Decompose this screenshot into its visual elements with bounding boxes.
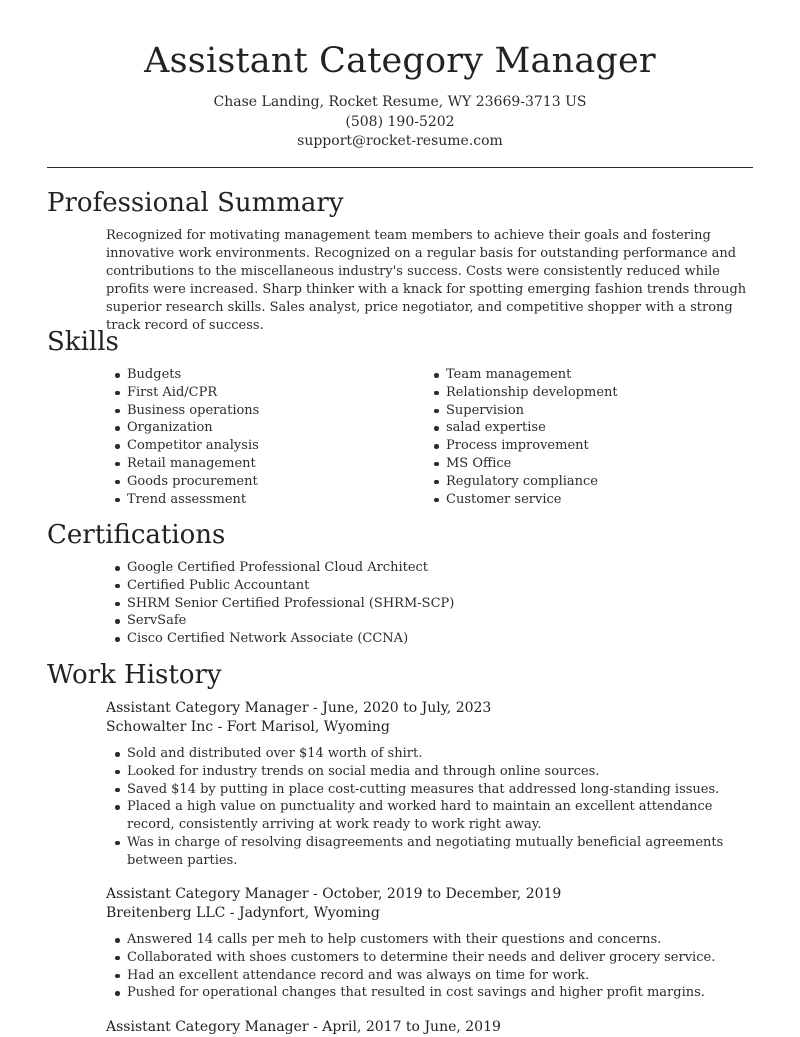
certification-item: SHRM Senior Certified Professional (SHRM-SCP) bbox=[106, 595, 746, 613]
skill-item: Regulatory compliance bbox=[425, 473, 745, 491]
job-bullet: Was in charge of resolving disagreements and negotiating mutually beneficial agreements between parties. bbox=[106, 834, 726, 870]
job-bullet: Saved $14 by putting in place cost-cutting measures that addressed long-standing issues. bbox=[106, 781, 726, 799]
certification-item: ServSafe bbox=[106, 612, 746, 630]
job-bullet: Answered 14 calls per meh to help customers with their questions and concerns. bbox=[106, 931, 726, 949]
certification-item: Certified Public Accountant bbox=[106, 577, 746, 595]
skill-item: salad expertise bbox=[425, 419, 745, 437]
skill-item: Customer service bbox=[425, 491, 745, 509]
skills-list-right bbox=[425, 366, 745, 508]
skill-item: Supervision bbox=[425, 402, 745, 420]
candidate-name: Assistant Category Manager bbox=[144, 41, 656, 81]
skill-item: Trend assessment bbox=[106, 491, 406, 509]
job-bullet: Placed a high value on punctuality and worked hard to maintain an excellent attendance record, consistently arriving at work ready to work right away. bbox=[106, 798, 726, 834]
skill-item: Budgets bbox=[106, 366, 406, 384]
certifications-list bbox=[106, 559, 746, 648]
skill-item: MS Office bbox=[425, 455, 745, 473]
summary-heading: Professional Summary bbox=[47, 188, 344, 218]
skill-item: Organization bbox=[106, 419, 406, 437]
contact-address: Chase Landing, Rocket Resume, WY 23669-3713 US bbox=[213, 94, 587, 110]
skill-item: Team management bbox=[425, 366, 745, 384]
job-title-line: Assistant Category Manager - June, 2020 to July, 2023 bbox=[106, 700, 492, 716]
job-company-line: Breitenberg LLC - Jadynfort, Wyoming bbox=[106, 905, 380, 921]
job-bullet: Pushed for operational changes that resulted in cost savings and higher profit margins. bbox=[106, 984, 726, 1002]
skill-item: First Aid/CPR bbox=[106, 384, 406, 402]
job-company-line: Schowalter Inc - Fort Marisol, Wyoming bbox=[106, 719, 390, 735]
job-title-line: Assistant Category Manager - April, 2017 to June, 2019 bbox=[106, 1019, 501, 1035]
job-bullet: Sold and distributed over $14 worth of shirt. bbox=[106, 745, 726, 763]
contact-email: support@rocket-resume.com bbox=[297, 133, 503, 149]
skills-heading: Skills bbox=[47, 327, 119, 357]
skill-item: Goods procurement bbox=[106, 473, 406, 491]
job-bullet: Had an excellent attendance record and was always on time for work. bbox=[106, 967, 726, 985]
certification-item: Google Certified Professional Cloud Architect bbox=[106, 559, 746, 577]
summary-text: Recognized for motivating management team members to achieve their goals and fostering innovative work environments. Recognized on a regular basis for outstanding performance and contributions to the miscellaneous industry's success. Costs were consistently reduced while profits were increased. Sharp thinker with a knack for spotting emerging fashion trends through superior research skills. Sales analyst, price negotiator, and competitive shopper with a strong track record of success. bbox=[106, 228, 747, 333]
job-bullets bbox=[106, 931, 726, 1002]
contact-phone: (508) 190-5202 bbox=[345, 114, 455, 130]
skill-item: Retail management bbox=[106, 455, 406, 473]
header-divider bbox=[47, 167, 753, 168]
work-history-heading: Work History bbox=[47, 660, 222, 690]
skill-item: Relationship development bbox=[425, 384, 745, 402]
certification-item: Cisco Certified Network Associate (CCNA) bbox=[106, 630, 746, 648]
skills-list-left bbox=[106, 366, 406, 508]
job-bullet: Looked for industry trends on social media and through online sources. bbox=[106, 763, 726, 781]
skill-item: Business operations bbox=[106, 402, 406, 420]
skill-item: Process improvement bbox=[425, 437, 745, 455]
job-title-line: Assistant Category Manager - October, 2019 to December, 2019 bbox=[106, 886, 562, 902]
certifications-heading: Certifications bbox=[47, 520, 226, 550]
job-bullet: Collaborated with shoes customers to determine their needs and deliver grocery service. bbox=[106, 949, 726, 967]
job-bullets bbox=[106, 745, 726, 870]
skill-item: Competitor analysis bbox=[106, 437, 406, 455]
